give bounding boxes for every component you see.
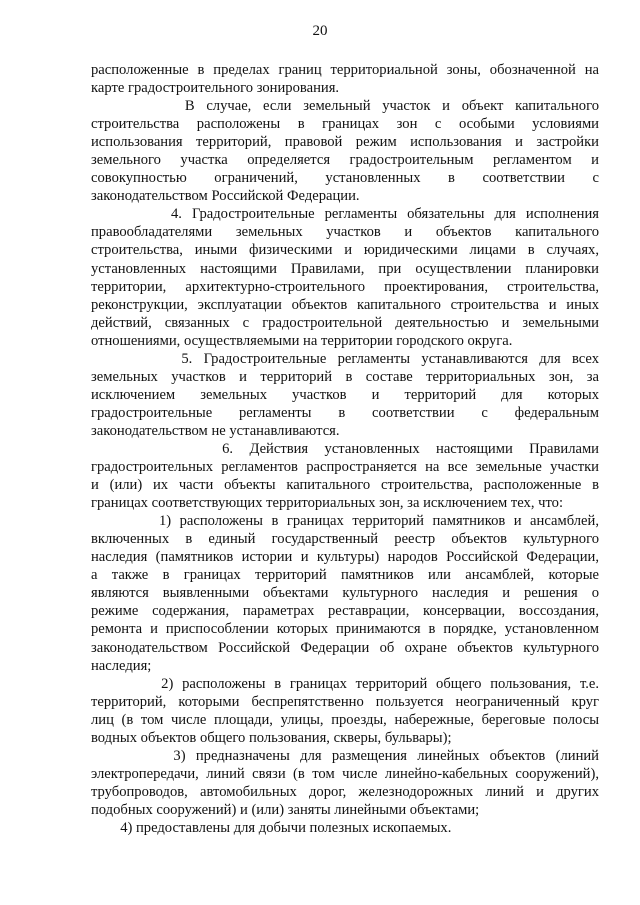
text-line: являются выявленными объектами культурного наследия и решения о [91,585,599,602]
text-line: включенных в единый государственный реестр объектов культурного [91,531,599,548]
text-line: 4. Градостроительные регламенты обязательны для исполнения [91,206,599,223]
text-line: 3) предназначены для размещения линейных объектов (линий [91,747,599,764]
text-line: режиме содержания, параметрах реставрации, консервации, воссоздания, [91,603,599,620]
text-line: В случае, если земельный участок и объект капитального [91,98,599,115]
text-line: отношениями, осуществляемыми на территории городского округа. [91,332,513,349]
paragraph-subitem-3 [91,747,599,819]
text-line: водных объектов общего пользования, скверы, бульвары); [91,729,452,746]
text-line: законодательством не устанавливаются. [91,422,340,439]
text-line: установленных настоящими Правилами, при осуществлении планировки [91,260,599,277]
text-line: 6. Действия установленных настоящими Правилами [91,440,599,457]
text-line: территории, архитектурно-строительного проектирования, строительства, [91,278,599,295]
text-line: земельного участка определяется градостроительным регламентом и [91,152,599,169]
text-line: использования территорий, правовой режим использования и застройки [91,134,599,151]
text-line: законодательством Российской Федерации. [91,188,360,205]
text-line: электропередачи, линий связи (в том числе линейно-кабельных сооружений), [91,765,599,782]
text-line: исключением земельных участков и территорий для которых [91,386,599,403]
text-line: 5. Градостроительные регламенты устанавливаются для всех [91,350,599,367]
text-line: земельных участков и территорий в составе территориальных зон, за [91,368,599,385]
text-line: ремонта и приспособлении которых принимаются в порядке, установленном [91,621,599,638]
body-text [91,61,599,837]
text-line: правообладателями земельных участков и объектов капитального [91,224,599,241]
text-line: действий, связанных с градостроительной деятельностью и земельными [91,314,599,331]
paragraph-item-6 [91,440,599,512]
text-line: строительства расположены в границах зон с особыми условиями [91,116,599,133]
paragraph-continuation [91,61,599,97]
paragraph-subitem-4 [91,819,599,837]
text-line: лиц (в том числе площади, улицы, проезды, набережные, береговые полосы [91,711,599,728]
text-line: подобных сооружений) и (или) заняты линейными объектами; [91,801,480,818]
paragraph-item-4 [91,205,599,349]
text-line: трубопроводов, автомобильных дорог, железнодорожных линий и других [91,783,599,800]
text-line: а также в границах территорий памятников или ансамблей, которые [91,567,599,584]
text-line: законодательством Российской Федерации об охране объектов культурного [91,639,599,656]
paragraph-item-5 [91,350,599,440]
text-line: 2) расположены в границах территорий общего пользования, т.е. [91,675,599,692]
text-line: градостроительных регламентов распространяется на все земельные участки [91,459,599,476]
text-line: наследия; [91,657,152,674]
text-line: градостроительные регламенты в соответствии с федеральным [91,404,599,421]
paragraph-subitem-1 [91,512,599,674]
text-line: территорий, которыми беспрепятственно пользуется неограниченный круг [91,693,599,710]
page-number: 20 [312,23,328,39]
text-line: границах соответствующих территориальных зон, за исключением тех, что: [91,495,564,512]
paragraph-special-zones [91,97,599,205]
text-line: реконструкции, эксплуатации объектов капитального строительства и иных [91,296,599,313]
text-line: карте градостроительного зонирования. [91,80,340,97]
text-line: 4) предоставлены для добычи полезных ископаемых. [91,819,452,836]
text-line: расположенные в пределах границ территориальной зоны, обозначенной на [91,62,599,78]
text-line: 1) расположены в границах территорий памятников и ансамблей, [91,513,599,530]
text-line: и (или) их части объекты капитального строительства, расположенные в [91,477,599,494]
text-line: наследия (памятников истории и культуры) народов Российской Федерации, [91,549,599,566]
paragraph-subitem-2 [91,675,599,747]
text-line: совокупностью ограничений, установленных в соответствии с [91,170,599,187]
text-line: строительства, иными физическими и юридическими лицами в случаях, [91,242,599,259]
